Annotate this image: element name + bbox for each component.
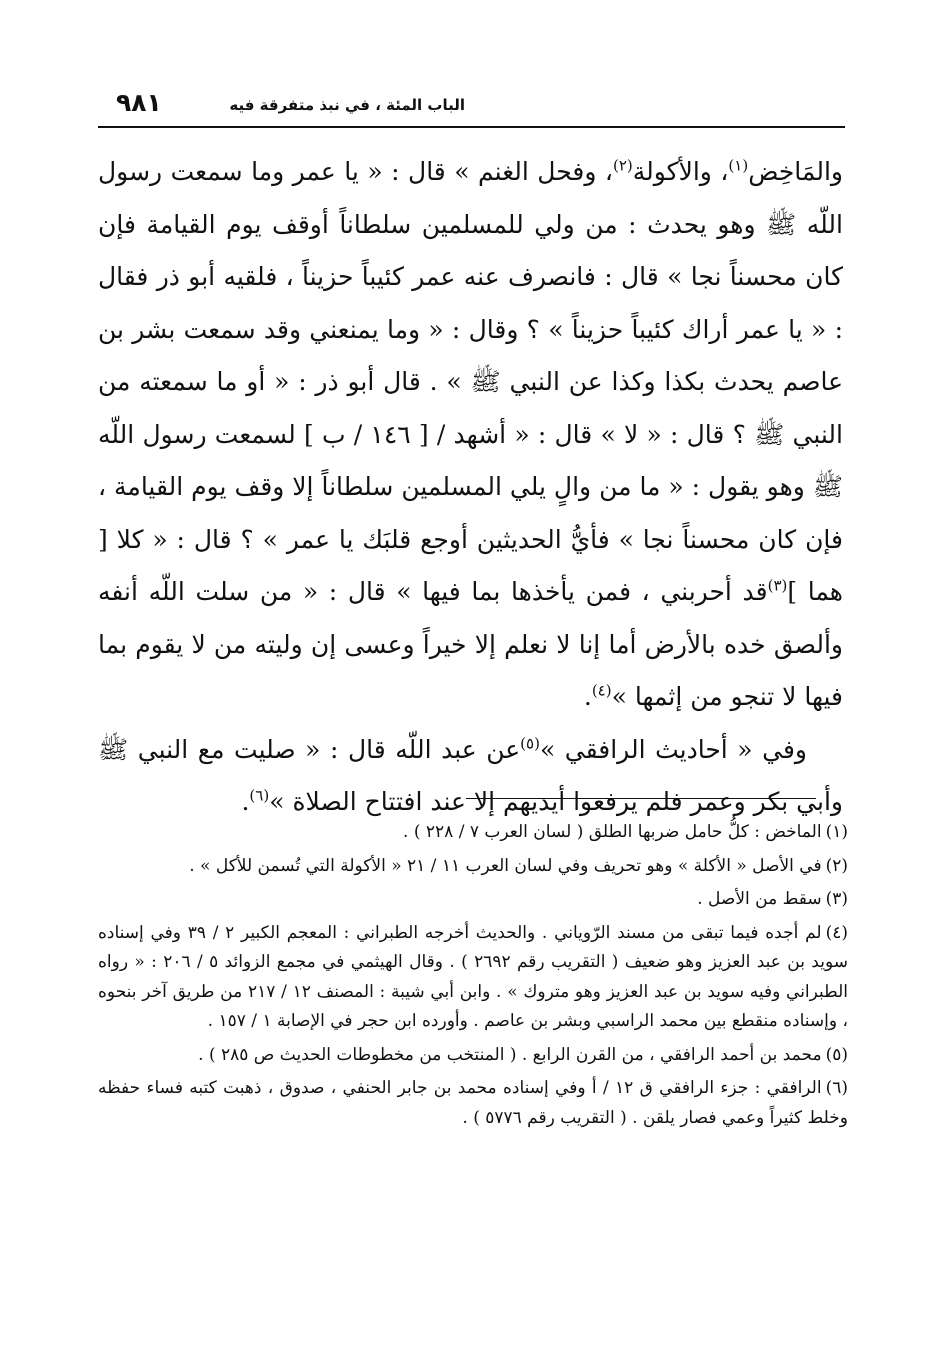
running-header <box>98 86 845 128</box>
footnote-number: (٢) <box>825 855 848 876</box>
paragraph <box>98 724 843 829</box>
footnote-number: (٥) <box>825 1044 848 1065</box>
footnote <box>98 852 848 882</box>
paragraph <box>98 146 843 724</box>
footnote-ref: (٣) <box>767 576 788 595</box>
footnote <box>98 885 848 915</box>
text-run: والمَاخِض <box>748 157 843 186</box>
text-run: ، وفحل الغنم » قال : « يا عمر وما سمعت رسول اللّه ﷺ وهو يحدث : من ولي للمسلمين سلطاناً أوقف يوم القيامة فإن كان محسناً نجا » قال : فانصرف عنه عمر كئيباً حزيناً ، فلقيه أبو ذر فقال : « يا عمر أراك كئيباً حزيناً » ؟ وقال : « وما يمنعني وقد سمعت بشر بن عاصم يحدث بكذا وكذا عن النبي ﷺ » . قال أبو ذر : « أو ما سمعته من النبي ﷺ ؟ قال : « لا » قال : « أشهد / [ ١٤٦ / ب ] لسمعت رسول اللّه ﷺ وهو يقول : « ما من والٍ يلي المسلمين سلطاناً إلا وقف يوم القيامة ، فإن كان محسناً نجا » فأيُّ الحديثين أوجع قلبَك يا عمر » ؟ قال : « كلا [ هما ] <box>98 157 843 606</box>
footnote-ref: (٥) <box>520 734 540 753</box>
footnote-number: (١) <box>825 822 848 842</box>
text-run: قد أحربني ، فمن يأخذها بما فيها » قال : « من سلت اللّه أنفه وألصق خده بالأرض أما إنا لا نعلم إلا خيراً وعسى إن وليته من لا يقوم بما فيها لا تنجو من إثمها » <box>98 577 843 711</box>
footnote-text: الماخض : كلُّ حامل ضربها الطلق ( لسان العرب ٧ / ٢٢٨ ) . <box>403 822 822 842</box>
footnote <box>98 1041 848 1071</box>
footnote-ref: (٦) <box>249 786 270 805</box>
footnote-ref: (٤) <box>591 681 612 700</box>
footnote <box>98 1074 848 1133</box>
footnote-text: في الأصل « الأكلة » وهو تحريف وفي لسان العرب ١١ / ٢١ « الأكولة التي تُسمن للأكل » . <box>189 855 822 876</box>
footnote-number: (٤) <box>825 922 848 943</box>
footnote-text: محمد بن أحمد الرافقي ، من القرن الرابع . ( المنتخب من مخطوطات الحديث ص ٢٨٥ ) . <box>198 1044 822 1065</box>
text-run: وفي « أحاديث الرافقي » <box>539 734 807 764</box>
footnote-number: (٣) <box>825 889 848 909</box>
text-run: . <box>241 787 250 816</box>
footnotes <box>98 818 848 1137</box>
page-number: ٩٨١ <box>116 88 162 117</box>
footnote <box>98 818 848 848</box>
chapter-title: الباب المئة ، في نبذ متفرقة فيه <box>229 96 465 114</box>
footnote-text: سقط من الأصل . <box>697 889 822 909</box>
text-run: . <box>583 682 592 711</box>
text-run: ، والأكولة <box>632 157 729 186</box>
footnote-text: لم أجده فيما تبقى من مسند الرّوياني . والحديث أخرجه الطبراني : المعجم الكبير ٢ / ٣٩ وفي إسناده سويد بن عبد العزيز وهو ضعيف ( التقريب رقم ٢٦٩٢ ) . وقال الهيثمي في مجمع الزوائد ٥ / ٢٠٦ : « رواه الطبراني وفيه سويد بن عبد العزيز وهو متروك » . وابن أبي شيبة : المصنف ١٢ / ٢١٧ من طريق آخر بنحوه ، وإسناده منقطع بين محمد الراسبي وبشر بن عاصم . وأورده ابن حجر في الإصابة ١ / ١٥٧ . <box>98 922 849 1031</box>
footnote-ref: (٢) <box>612 156 633 175</box>
footnote <box>98 919 848 1037</box>
footnote-separator <box>466 798 816 799</box>
footnote-text: الرافقي : جزء الرافقي ق ١٢ / أ وفي إسناده محمد بن جابر الحنفي ، صدوق ، ذهبت كتبه فساء حفظه وخلط كثيراً وعمي فصار يلقن . ( التقريب رقم ٥٧٧٦ ) . <box>98 1078 848 1128</box>
footnote-number: (٦) <box>825 1078 849 1098</box>
main-text <box>98 146 843 829</box>
text-run: عن عبد اللّه قال : « صليت مع النبي ﷺ وأبي بكر وعمر فلم يرفعوا أيديهم إلا عند افتتاح الصلاة » <box>98 734 843 816</box>
footnote-ref: (١) <box>728 156 749 175</box>
